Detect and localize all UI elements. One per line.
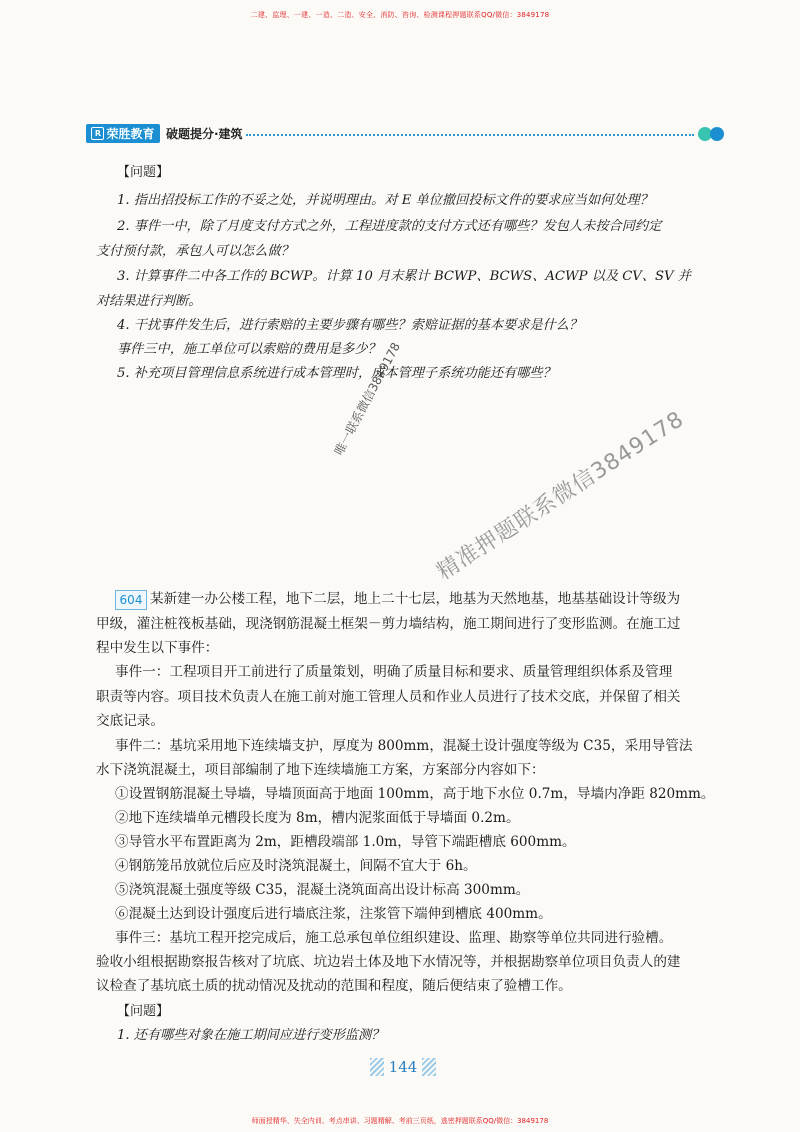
case-line: ④钢筋笼吊放就位后应及时浇筑混凝土，间隔不宜大于 6h。: [115, 858, 477, 874]
case-line: 交底记录。: [96, 713, 164, 729]
case-line: 事件一：工程项目开工前进行了质量策划，明确了质量目标和要求、质量管理组织体系及管理: [115, 664, 673, 680]
top-banner: 二建、监理、一建、一造、二造、安全、消防、咨询、检测课程押题联系QQ/微信：3849178: [250, 11, 550, 19]
page-number-deco-icon: [422, 1058, 436, 1076]
header-dotted-rule: [246, 134, 694, 136]
case-line: 议检查了基坑底土质的扰动情况及扰动的范围和程度，随后便结束了验槽工作。: [96, 978, 572, 994]
question-line: 4. 干扰事件发生后，进行索赔的主要步骤有哪些？索赔证据的基本要求是什么？: [117, 318, 583, 333]
questions-heading: 【问题】: [117, 1004, 170, 1019]
case-line: 甲级，灌注桩筏板基础，现浇钢筋混凝土框架－剪力墙结构，施工期间进行了变形监测。在施工过: [96, 616, 681, 632]
case-line: ⑥混凝土达到设计强度后进行墙底注浆，注浆管下端伸到槽底 400mm。: [115, 906, 552, 922]
question-line: 支付预付款，承包人可以怎么做？: [96, 244, 294, 259]
question-line: 1. 还有哪些对象在施工期间应进行变形监测？: [117, 1028, 385, 1043]
page-number-text: 144: [388, 1058, 418, 1076]
case-line: 职责等内容。项目技术负责人在施工前对施工管理人员和作业人员进行了技术交底，并保留了相关: [96, 689, 681, 705]
brand-logo: [86, 124, 160, 143]
logo-text: 荣胜教育: [106, 127, 155, 141]
case-number-badge: 604: [115, 590, 147, 610]
case-line: 某新建一办公楼工程，地下二层，地上二十七层，地基为天然地基，地基基础设计等级为: [150, 591, 681, 607]
case-line: ②地下连续墙单元槽段长度为 8m，槽内泥浆面低于导墙面 0.2m。: [115, 810, 520, 826]
page-number: [370, 1056, 436, 1078]
header-title: 破题提分·建筑: [166, 127, 243, 141]
header-circles-icon: [698, 125, 728, 143]
bottom-banner: 师面授精华、失全内训、考点串讲、习题精解、考前三页纸，逃密押题联系QQ/微信：3849178: [251, 1117, 549, 1125]
case-line: 事件三：基坑工程开挖完成后，施工总承包单位组织建设、监理、勘察等单位共同进行验槽。: [115, 930, 673, 946]
question-line: 3. 计算事件二中各工作的 BCWP。计算 10 月末累计 BCWP、BCWS、ACWP 以及 CV、SV 并: [117, 269, 691, 284]
case-line: 验收小组根据勘察报告核对了坑底、坑边岩土体及地下水情况等，并根据勘察单位项目负责人的建: [96, 954, 681, 970]
question-line: 2. 事件一中，除了月度支付方式之外，工程进度款的支付方式还有哪些？发包人未按合同约定: [117, 219, 662, 234]
question-line: 1. 指出招投标工作的不妥之处，并说明理由。对 E 单位撤回投标文件的要求应当如何处理？: [117, 193, 653, 208]
watermark-small: 唯一联系微信3849178: [331, 340, 404, 458]
questions-heading: 【问题】: [117, 165, 170, 180]
page-number-deco-icon: [370, 1058, 384, 1076]
question-line: 事件三中，施工单位可以索赔的费用是多少？: [117, 342, 381, 357]
case-line: 水下浇筑混凝土，项目部编制了地下连续墙施工方案，方案部分内容如下：: [96, 762, 545, 778]
case-line: ⑤浇筑混凝土强度等级 C35，混凝土浇筑面高出设计标高 300mm。: [115, 882, 530, 898]
case-line: ①设置钢筋混凝土导墙，导墙顶面高于地面 100mm，高于地下水位 0.7m，导墙内净距 820mm。: [115, 786, 715, 802]
watermark-large: 精准押题联系微信3849178: [432, 406, 689, 586]
case-line: 事件二：基坑采用地下连续墙支护，厚度为 800mm，混凝土设计强度等级为 C35，采用导管法: [115, 738, 693, 754]
case-line: 程中发生以下事件：: [96, 640, 219, 656]
question-line: 5. 补充项目管理信息系统进行成本管理时，成本管理子系统功能还有哪些？: [117, 366, 556, 381]
case-line: ③导管水平布置距离为 2m，距槽段端部 1.0m，导管下端距槽底 600mm。: [115, 834, 576, 850]
logo-mark-icon: R: [91, 127, 104, 140]
question-line: 对结果进行判断。: [96, 294, 202, 309]
